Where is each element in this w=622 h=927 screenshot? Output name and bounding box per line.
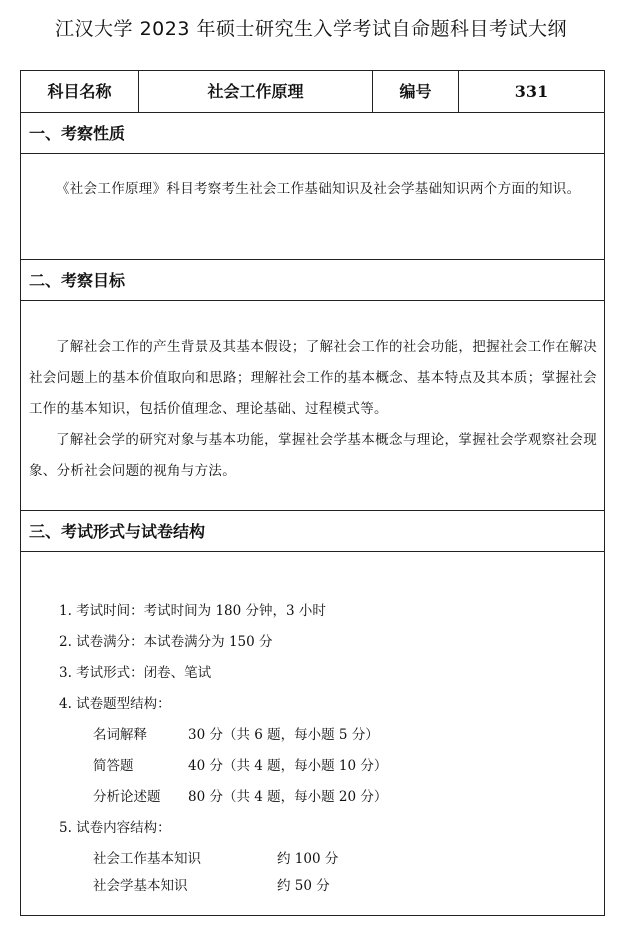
content-structure-name: 社会工作基本知识 bbox=[93, 851, 201, 867]
section-body-objectives bbox=[21, 301, 604, 511]
section-body-format bbox=[21, 552, 604, 915]
section-body-nature bbox=[21, 154, 604, 260]
question-type-name: 分析论述题 bbox=[93, 789, 161, 805]
section-heading-format: 三、考试形式与试卷结构 bbox=[21, 511, 604, 552]
objectives-paragraph-1: 了解社会工作的产生背景及其基本假设；了解社会工作的社会功能，把握社会工作在解决社会问题上的基本价值取向和思路；理解社会工作的基本概念、基本特点及其本质；掌握社会工作的基本知识，包括价值理念、理论基础、过程模式等。 bbox=[29, 339, 597, 417]
subject-name-value: 社会工作原理 bbox=[139, 71, 373, 112]
question-type-detail: 30 分（共 6 题，每小题 5 分） bbox=[188, 727, 379, 743]
question-type-detail: 40 分（共 4 题，每小题 10 分） bbox=[188, 758, 388, 774]
page-title: 江汉大学 2023 年硕士研究生入学考试自命题科目考试大纲 bbox=[55, 18, 567, 40]
question-type-name: 简答题 bbox=[93, 758, 134, 774]
format-item-score: 2. 试卷满分：本试卷满分为 150 分 bbox=[59, 634, 273, 650]
section-heading-nature: 一、考察性质 bbox=[21, 113, 604, 154]
content-structure-detail: 约 100 分 bbox=[277, 851, 339, 867]
subject-code-label: 编号 bbox=[373, 71, 459, 112]
format-item-mode: 3. 考试形式：闭卷、笔试 bbox=[59, 665, 212, 681]
format-item-question-types: 4. 试卷题型结构： bbox=[59, 696, 171, 712]
question-type-name: 名词解释 bbox=[93, 727, 147, 743]
subject-code-value: 331 bbox=[514, 82, 549, 101]
nature-paragraph: 《社会工作原理》科目考察考生社会工作基础知识及社会学基础知识两个方面的知识。 bbox=[56, 181, 581, 197]
section-heading-objectives: 二、考察目标 bbox=[21, 260, 604, 301]
subject-name-label: 科目名称 bbox=[21, 71, 139, 112]
content-structure-detail: 约 50 分 bbox=[277, 878, 330, 894]
format-item-content-structure: 5. 试卷内容结构： bbox=[59, 820, 171, 836]
syllabus-table bbox=[20, 70, 605, 916]
subject-header-row bbox=[21, 71, 604, 113]
content-structure-name: 社会学基本知识 bbox=[93, 878, 188, 894]
format-item-time: 1. 考试时间：考试时间为 180 分钟，3 小时 bbox=[59, 603, 326, 619]
objectives-paragraph-2: 了解社会学的研究对象与基本功能，掌握社会学基本概念与理论，掌握社会学观察社会现象、分析社会问题的视角与方法。 bbox=[29, 432, 597, 479]
question-type-detail: 80 分（共 4 题，每小题 20 分） bbox=[188, 789, 388, 805]
